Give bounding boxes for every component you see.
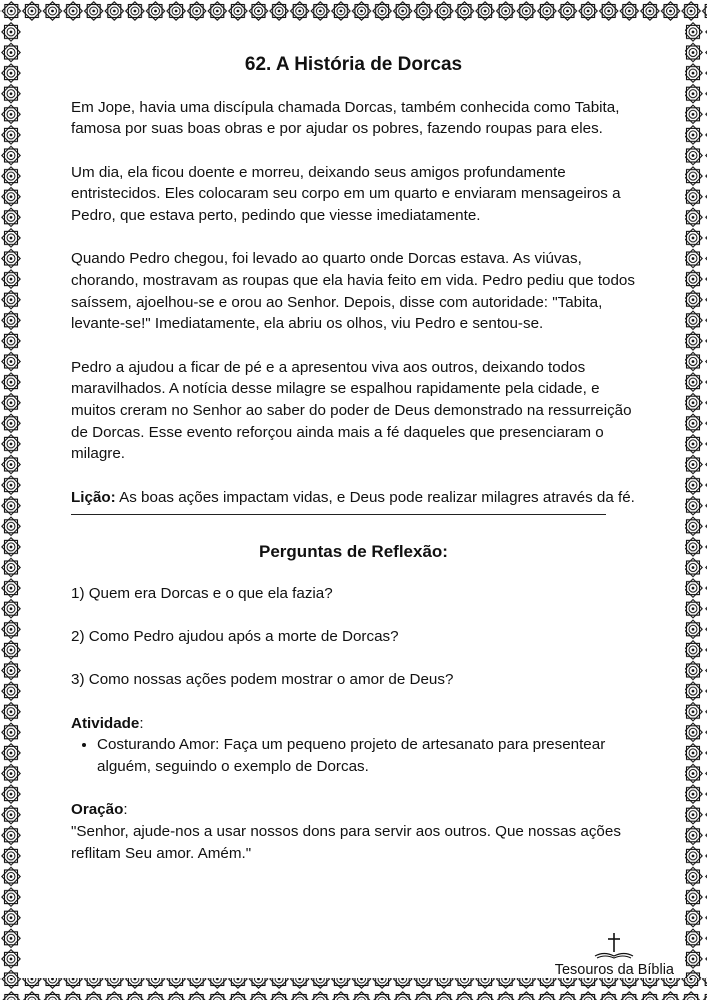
prayer-colon: : [123, 801, 128, 819]
paragraph: Pedro a ajudou a ficar de pé e a apresentou viva aos outros, deixando todos maravilhados. A notícia desse milagre se espalhou rapidamente pela cidade, e muitos creram no Senhor ao saber do poder de Deus demonstrado na ressurreição de Dorcas. Esse evento reforçou ainda mais a fé daqueles que presenciaram o milagre. [71, 358, 632, 463]
lesson-label: Lição: [71, 488, 116, 506]
paragraph: Quando Pedro chegou, foi levado ao quarto onde Dorcas estava. As viúvas, chorando, mostravam as roupas que ela havia feito em vida. Pedro pediu que todos saíssem, ajoelhou-se e orou ao Senhor. Depois, disse com autoridade: "Tabita, levante-se!" Imediatamente, ela abriu os olhos, viu Pedro e sentou-se. [71, 250, 635, 333]
divider [71, 514, 606, 515]
activity-heading [71, 713, 636, 735]
lesson [71, 487, 636, 509]
paragraph: Um dia, ela ficou doente e morreu, deixando seus amigos profundamente entristecidos. Eles colocaram seu corpo em um quarto e enviaram mensageiros a Pedro, que estava perto, pedindo que viesse imediatamente. [71, 163, 621, 225]
prayer-heading [71, 799, 636, 821]
story-content [71, 48, 636, 864]
lesson-text: As boas ações impactam vidas, e Deus pode realizar milagres através da fé. [115, 488, 635, 506]
page-title: 62. A História de Dorcas [244, 54, 463, 75]
activity-colon: : [139, 714, 144, 732]
footer-brand [555, 932, 674, 978]
paragraph: Em Jope, havia uma discípula chamada Dorcas, também conhecida como Tabita, famosa por suas boas obras e por ajudar os pobres, fazendo roupas para eles. [71, 98, 620, 138]
activity-list [71, 734, 636, 777]
question-3: 3) Como nossas ações podem mostrar o amor de Deus? [71, 671, 454, 689]
activity-label: Atividade [71, 714, 140, 732]
question-1: 1) Quem era Dorcas e o que ela fazia? [71, 584, 333, 602]
reflection-title: Perguntas de Reflexão: [259, 542, 448, 562]
cross-bible-icon [591, 932, 637, 960]
question-2: 2) Como Pedro ajudou após a morte de Dorcas? [71, 628, 399, 646]
prayer-label: Oração [71, 801, 124, 819]
prayer-text: "Senhor, ajude-nos a usar nossos dons para servir aos outros. Que nossas ações reflitam Seu amor. Amém." [71, 822, 621, 862]
brand-name: Tesouros da Bíblia [554, 962, 674, 978]
activity-item: • Costurando Amor: Faça um pequeno projeto de artesanato para presentear alguém, seguindo o exemplo de Dorcas. [97, 734, 636, 777]
